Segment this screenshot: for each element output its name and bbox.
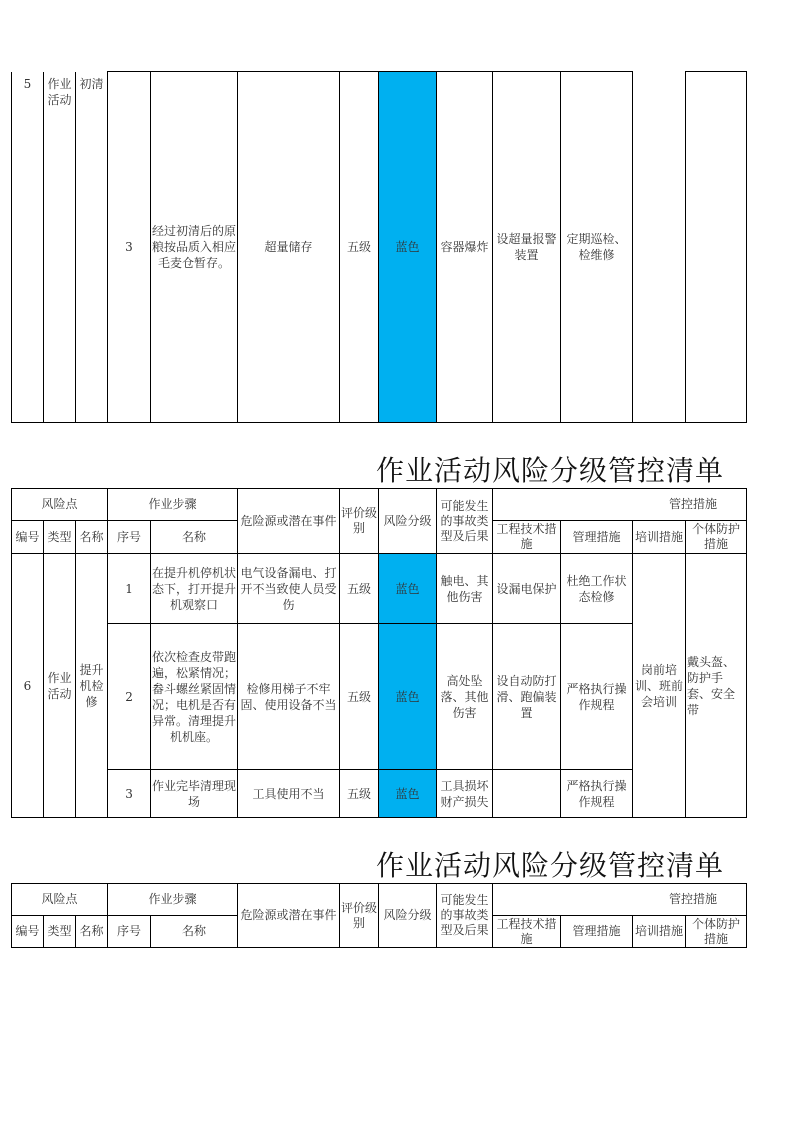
engineering-measure: 设超量报警装置 bbox=[493, 72, 561, 423]
header-engineering: 工程技术措施 bbox=[493, 521, 561, 554]
header-work-steps: 作业步骤 bbox=[108, 489, 238, 521]
hazard: 工具使用不当 bbox=[238, 770, 340, 818]
step-seq: 3 bbox=[108, 770, 151, 818]
management-measure: 严格执行操作规程 bbox=[561, 624, 633, 770]
table-row bbox=[12, 72, 747, 423]
risk-table bbox=[11, 488, 747, 818]
hazard: 电气设备漏电、打开不当致使人员受伤 bbox=[238, 554, 340, 624]
header-eval-level: 评价级别 bbox=[340, 489, 379, 554]
header-type: 类型 bbox=[44, 916, 76, 948]
header-management: 管理措施 bbox=[561, 916, 633, 948]
risk-grade-badge: 蓝色 bbox=[379, 72, 437, 423]
header-step-name: 名称 bbox=[151, 521, 238, 554]
training-measure: 岗前培训、班前会培训 bbox=[633, 554, 686, 818]
management-measure: 定期巡检、检维修 bbox=[561, 72, 633, 423]
step-name: 经过初清后的原粮按品质入相应毛麦仓暂存。 bbox=[151, 72, 238, 423]
page-title: 作业活动风险分级管控清单 bbox=[376, 454, 725, 487]
engineering-measure bbox=[493, 770, 561, 818]
header-hazard: 危险源或潜在事件 bbox=[238, 884, 340, 948]
header-risk-point: 风险点 bbox=[12, 489, 108, 521]
hazard: 检修用梯子不牢固、使用设备不当 bbox=[238, 624, 340, 770]
accident-type: 高处坠落、其他伤害 bbox=[437, 624, 493, 770]
accident-type: 容器爆炸 bbox=[437, 72, 493, 423]
header-risk-grade: 风险分级 bbox=[379, 489, 437, 554]
ppe-measure bbox=[686, 72, 747, 423]
step-seq: 3 bbox=[108, 72, 151, 423]
table-row bbox=[12, 554, 747, 624]
header-name: 名称 bbox=[76, 521, 108, 554]
risk-point-no: 6 bbox=[12, 554, 44, 818]
header-row bbox=[12, 884, 747, 916]
header-possible-accidents: 可能发生的事故类型及后果 bbox=[437, 884, 493, 948]
header-row bbox=[12, 489, 747, 521]
accident-type: 触电、其他伤害 bbox=[437, 554, 493, 624]
step-name: 在提升机停机状态下，打开提升机观察口 bbox=[151, 554, 238, 624]
header-training: 培训措施 bbox=[633, 521, 686, 554]
risk-point-type: 作业活动 bbox=[44, 554, 76, 818]
header-risk-point: 风险点 bbox=[12, 884, 108, 916]
header-possible-accidents: 可能发生的事故类型及后果 bbox=[437, 489, 493, 554]
header-seq: 序号 bbox=[108, 521, 151, 554]
risk-grade-badge: 蓝色 bbox=[379, 624, 437, 770]
header-seq: 序号 bbox=[108, 916, 151, 948]
management-measure: 严格执行操作规程 bbox=[561, 770, 633, 818]
header-management: 管理措施 bbox=[561, 521, 633, 554]
header-ppe: 个体防护措施 bbox=[686, 916, 747, 948]
page-title: 作业活动风险分级管控清单 bbox=[376, 849, 725, 882]
header-name: 名称 bbox=[76, 916, 108, 948]
eval-level: 五级 bbox=[340, 624, 379, 770]
step-name: 依次检查皮带跑遍，松紧情况；畚斗螺丝紧固情况；电机是否有异常。清理提升机机座。 bbox=[151, 624, 238, 770]
header-control-measures: 管控措施 bbox=[493, 489, 747, 521]
management-measure: 杜绝工作状态检修 bbox=[561, 554, 633, 624]
header-step-name: 名称 bbox=[151, 916, 238, 948]
header-risk-grade: 风险分级 bbox=[379, 884, 437, 948]
header-eval-level: 评价级别 bbox=[340, 884, 379, 948]
hazard: 超量储存 bbox=[238, 72, 340, 423]
header-training: 培训措施 bbox=[633, 916, 686, 948]
header-no: 编号 bbox=[12, 916, 44, 948]
eval-level: 五级 bbox=[340, 72, 379, 423]
header-control-measures: 管控措施 bbox=[493, 884, 747, 916]
header-ppe: 个体防护措施 bbox=[686, 521, 747, 554]
risk-table-continued bbox=[11, 71, 747, 423]
risk-grade-badge: 蓝色 bbox=[379, 770, 437, 818]
risk-point-name: 初清 bbox=[76, 72, 108, 423]
header-hazard: 危险源或潜在事件 bbox=[238, 489, 340, 554]
risk-table-header bbox=[11, 883, 747, 948]
ppe-measure: 戴头盔、防护手套、安全带 bbox=[686, 554, 747, 818]
risk-grade-badge: 蓝色 bbox=[379, 554, 437, 624]
header-work-steps: 作业步骤 bbox=[108, 884, 238, 916]
step-seq: 2 bbox=[108, 624, 151, 770]
step-seq: 1 bbox=[108, 554, 151, 624]
engineering-measure: 设漏电保护 bbox=[493, 554, 561, 624]
step-name: 作业完毕清理现场 bbox=[151, 770, 238, 818]
risk-point-type: 作业活动 bbox=[44, 72, 76, 423]
risk-point-no: 5 bbox=[12, 72, 44, 423]
header-no: 编号 bbox=[12, 521, 44, 554]
accident-type: 工具损坏财产损失 bbox=[437, 770, 493, 818]
eval-level: 五级 bbox=[340, 770, 379, 818]
training-measure bbox=[633, 72, 686, 423]
eval-level: 五级 bbox=[340, 554, 379, 624]
engineering-measure: 设自动防打滑、跑偏装置 bbox=[493, 624, 561, 770]
header-engineering: 工程技术措施 bbox=[493, 916, 561, 948]
risk-point-name: 提升机检修 bbox=[76, 554, 108, 818]
header-type: 类型 bbox=[44, 521, 76, 554]
